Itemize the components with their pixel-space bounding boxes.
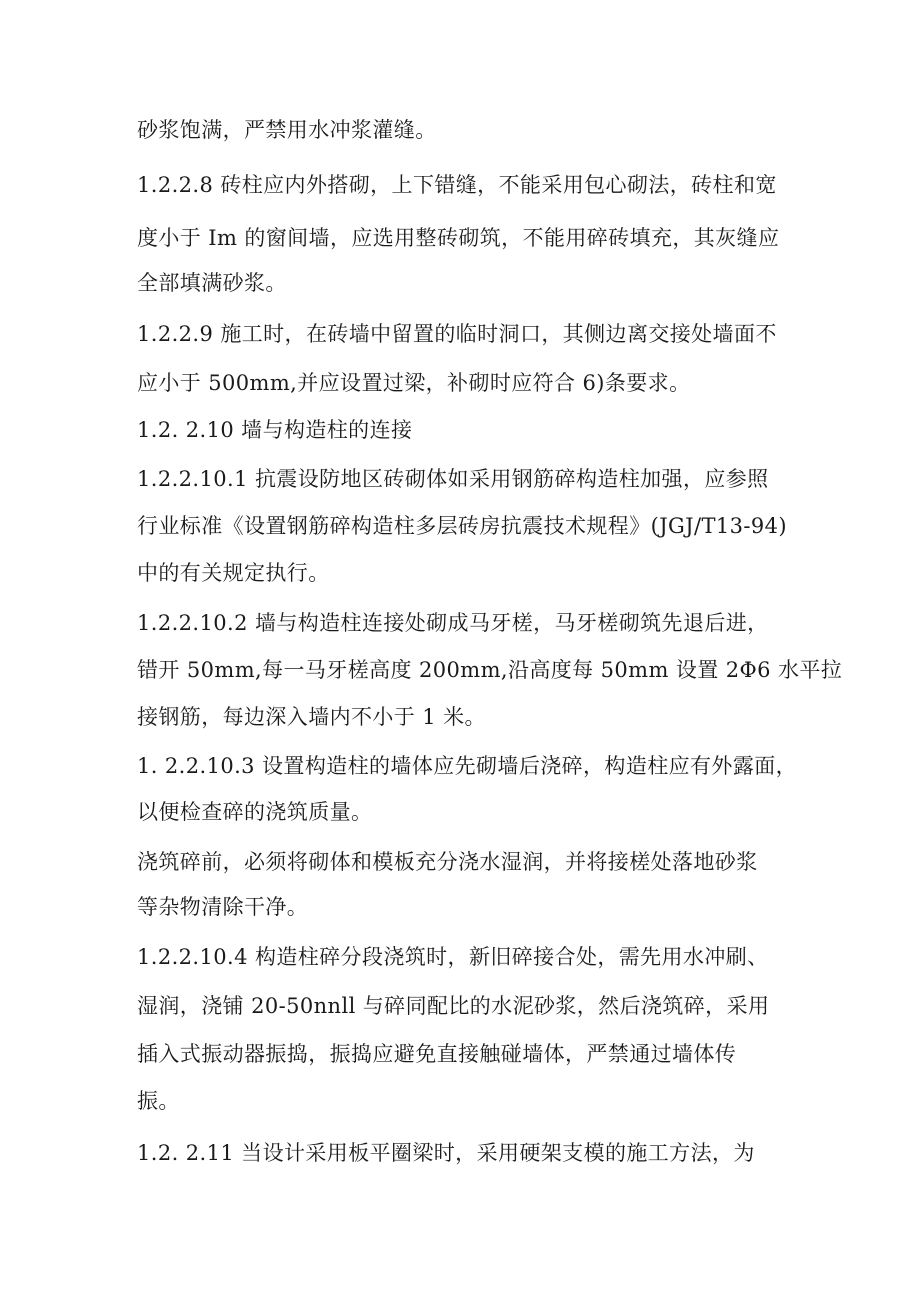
text-line-22: 1.2. 2.11 当设计采用板平圈梁时，采用硬架支模的施工方法，为	[137, 1141, 755, 1165]
text-line-18: 1.2.2.10.4 构造柱碎分段浇筑时，新旧碎接合处，需先用水冲刷、	[137, 945, 769, 969]
text-line-11: 1.2.2.10.2 墙与构造柱连接处砌成马牙槎，马牙槎砌筑先退后进，	[137, 611, 769, 635]
text-line-19: 湿润，浇铺 20-50nnll 与碎同配比的水泥砂浆，然后浇筑碎，采用	[137, 994, 770, 1018]
text-line-15: 以便检查碎的浇筑质量。	[137, 800, 373, 824]
text-line-20: 插入式振动器振捣，振捣应避免直接触碰墙体，严禁通过墙体传	[137, 1042, 737, 1066]
text-line-1: 砂浆饱满，严禁用水冲浆灌缝。	[137, 118, 437, 142]
text-line-13: 接钢筋，每边深入墙内不小于 1 米。	[137, 705, 486, 729]
text-line-6: 应小于 500mm,并应设置过梁，补砌时应符合 6)条要求。	[137, 371, 691, 395]
text-line-4: 全部填满砂浆。	[137, 271, 287, 295]
text-line-5: 1.2.2.9 施工时，在砖墙中留置的临时洞口，其侧边离交接处墙面不	[137, 322, 777, 346]
text-line-14: 1. 2.2.10.3 设置构造柱的墙体应先砌墙后浇碎，构造柱应有外露面，	[137, 754, 798, 778]
text-line-2: 1.2.2.8 砖柱应内外搭砌，上下错缝，不能采用包心砌法，砖柱和宽	[137, 173, 777, 197]
text-line-16: 浇筑碎前，必须将砌体和模板充分浇水湿润，并将接槎处落地砂浆	[137, 850, 758, 874]
text-line-9: 行业标准《设置钢筋碎构造柱多层砖房抗震技术规程》(JGJ/T13-94)	[137, 514, 788, 538]
text-line-12: 错开 50mm,每一马牙槎高度 200mm,沿高度每 50mm 设置 2Φ6 水平拉	[137, 658, 843, 682]
text-line-7: 1.2. 2.10 墙与构造柱的连接	[137, 418, 413, 442]
text-line-21: 振。	[137, 1089, 180, 1113]
text-line-10: 中的有关规定执行。	[137, 561, 330, 585]
text-line-17: 等杂物清除干净。	[137, 895, 309, 919]
text-line-8: 1.2.2.10.1 抗震设防地区砖砌体如采用钢筋碎构造柱加强，应参照	[137, 467, 769, 491]
text-line-3: 度小于 Im 的窗间墙，应选用整砖砌筑，不能用碎砖填充，其灰缝应	[137, 226, 780, 250]
